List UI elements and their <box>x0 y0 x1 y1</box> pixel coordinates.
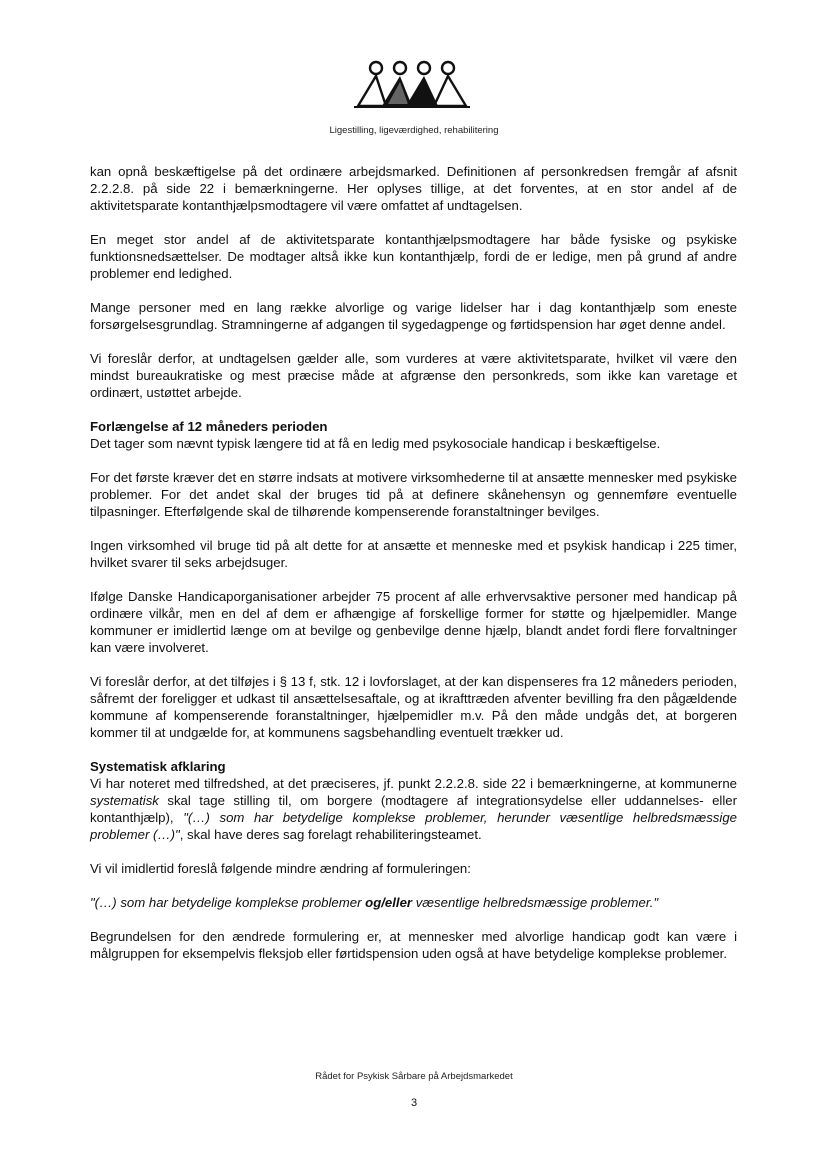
paragraph: Det tager som nævnt typisk længere tid at få en ledig med psykosociale handicap i beskæftigelse. <box>90 436 661 451</box>
paragraph: En meget stor andel af de aktivitetsparate kontanthjælpsmodtagere har både fysiske og psykiske funktionsnedsættelser. De modtager altså ikke kun kontanthjælp, fordi de er ledige, men på grund af andre problemer end ledighed. <box>90 232 737 281</box>
paragraph: Begrundelsen for den ændrede formulering er, at mennesker med alvorlige handicap godt kan være i målgruppen for eksempelvis fleksjob eller førtidspension uden også at have betydelige komplekse problemer. <box>90 929 737 961</box>
paragraph: Vi foreslår derfor, at det tilføjes i § 13 f, stk. 12 i lovforslaget, at der kan dispenseres fra 12 måneders perioden, såfremt der foreligger et udkast til ansættelsesaftale, og at ikrafttræden afventer bevilling fra den pågældende kommune af kompenserende foranstaltninger, hjælpemidler m.v. På den måde undgås det, at borgeren kommer til at undgælde for, at kommunens sagsbehandling eventuelt trækker ud. <box>90 674 737 740</box>
quoted-text: "(…) som har betydelige komplekse problemer, herunder væsentlige helbredsmæssige problemer (…)" <box>90 810 737 842</box>
text-run: "(…) som har betydelige komplekse problemer <box>90 895 366 910</box>
page-number: 3 <box>410 1097 418 1109</box>
bold-emphasis: og/eller <box>365 895 413 910</box>
section-heading: Systematisk afklaring <box>90 759 226 774</box>
paragraph: For det første kræver det en større indsats at motivere virksomhederne til at ansætte mennesker med psykiske problemer. For det andet skal der bruges tid på at definere skånehensyn og gennemføre eventuelle tilpasninger. Efterfølgende skal de tilhørende kompenserende foranstaltninger bevilges. <box>90 470 737 519</box>
paragraph <box>90 775 737 843</box>
text-run: Vi har noteret med tilfredshed, at det præciseres, jf. punkt 2.2.2.8. side 22 i bemærkningerne, at kommunerne <box>90 776 737 791</box>
text-run: , skal have deres sag forelagt rehabiliteringsteamet. <box>179 827 482 842</box>
paragraph: kan opnå beskæftigelse på det ordinære arbejdsmarked. Definitionen af personkredsen fremgår af afsnit 2.2.2.8. på side 22 i bemærkningerne. Her oplyses tillige, at det forventes, at en stor andel af de aktivitetsparate kontanthjælpsmodtagere vil være omfattet af undtagelsen. <box>90 164 737 213</box>
section-heading: Forlængelse af 12 måneders perioden <box>90 419 328 434</box>
paragraph: Mange personer med en lang række alvorlige og varige lidelser har i dag kontanthjælp som eneste forsørgelsesgrundlag. Stramningerne af adgangen til sygedagpenge og førtidspension har øget denne andel. <box>90 300 737 332</box>
paragraph: Ifølge Danske Handicaporganisationer arbejder 75 procent af alle erhvervsaktive personer med handicap på ordinære vilkår, men en del af dem er afhængige af forskellige former for støtte og hjælpemidler. Mange kommuner er imidlertid længe om at bevilge og genbevilge denne hjælp, blandt andet fordi flere forvaltninger kan være involveret. <box>90 589 737 655</box>
footer-organisation: Rådet for Psykisk Sårbare på Arbejdsmarkedet <box>315 1071 513 1082</box>
four-figures-logo-icon <box>352 60 472 110</box>
paragraph: Vi vil imidlertid foreslå følgende mindre ændring af formuleringen: <box>90 861 471 876</box>
text-run: væsentlige helbredsmæssige problemer." <box>412 895 659 910</box>
letter-body <box>90 163 737 979</box>
tagline: Ligestilling, ligeværdighed, rehabilitering <box>329 125 499 136</box>
paragraph: Vi foreslår derfor, at undtagelsen gælder alle, som vurderes at være aktivitetsparate, hvilket vil være den mindst bureaukratiske og mest præcise måde at afgrænse den personkreds, som ikke kan varetage et ordinært, ustøttet arbejde. <box>90 351 737 400</box>
paragraph: Ingen virksomhed vil bruge tid på alt dette for at ansætte et menneske med et psykisk handicap i 225 timer, hvilket svarer til seks arbejdsuger. <box>90 538 737 570</box>
quoted-proposal <box>90 894 737 911</box>
text-run: skal tage stilling til, om borgere (modtagere af integrationsydelse eller uddannelses- eller kontanthjælp), <box>90 793 737 825</box>
emphasis: systematisk <box>90 793 159 808</box>
